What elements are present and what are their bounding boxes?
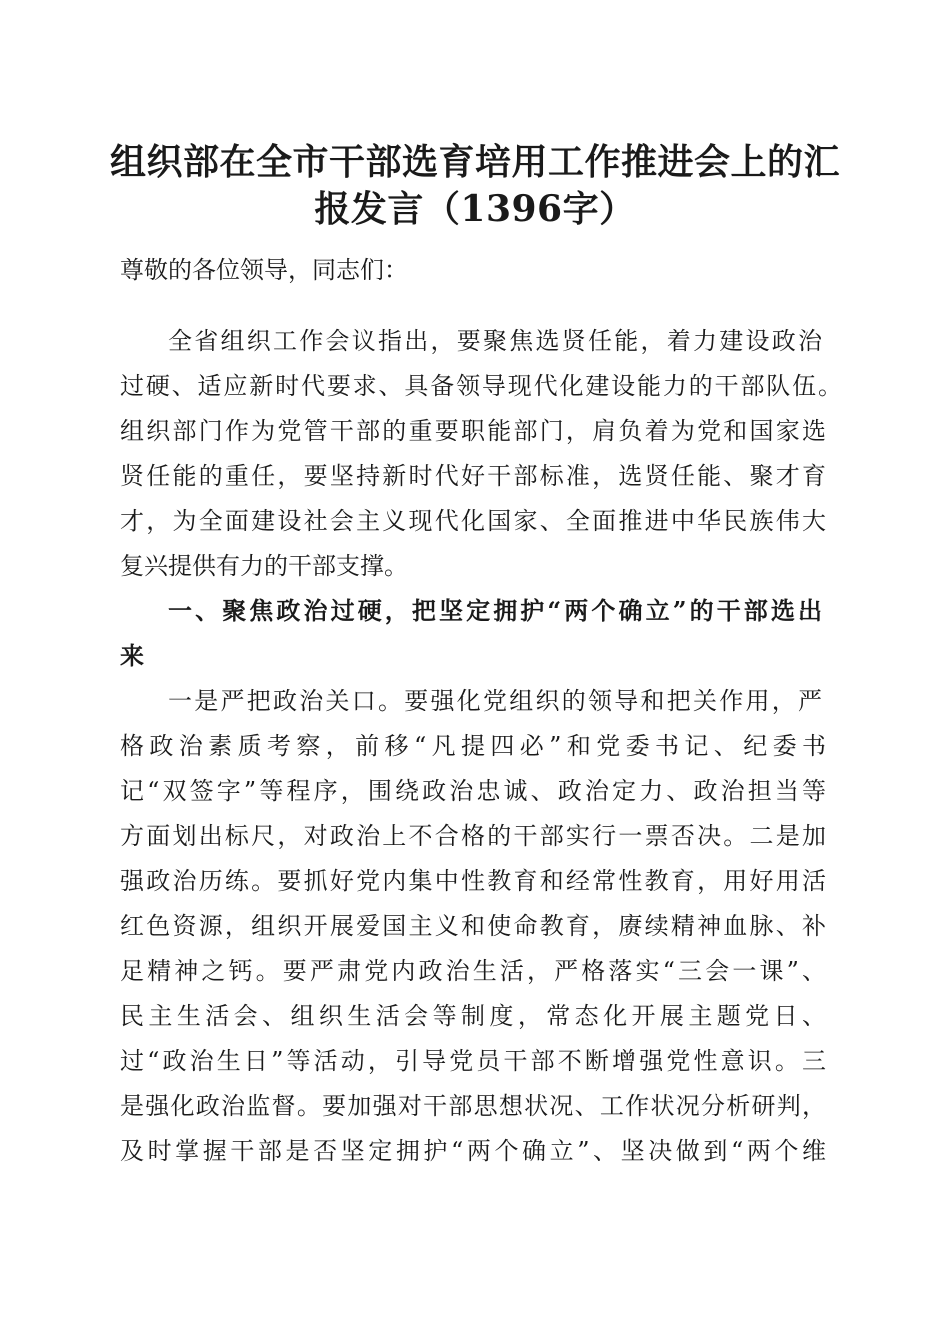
section-body-line: 红色资源，组织开展爱国主义和使命教育，赓续精神血脉、补 <box>120 912 826 940</box>
section-body-line: 是强化政治监督。要加强对干部思想状况、工作状况分析研判， <box>120 1092 826 1120</box>
section-body-line: 格政治素质考察，前移“凡提四必”和党委书记、纪委书 <box>120 732 826 760</box>
section-heading: 一、聚焦政治过硬，把坚定拥护“两个确立”的干部选出 <box>168 596 822 625</box>
intro-line: 组织部门作为党管干部的重要职能部门，肩负着为党和国家选 <box>120 417 826 445</box>
section-body-line: 一是严把政治关口。要强化党组织的领导和把关作用，严 <box>168 687 822 715</box>
document-title-line-1: 组织部在全市干部选育培用工作推进会上的汇 <box>109 141 840 183</box>
section-body-line: 过“政治生日”等活动，引导党员干部不断增强党性意识。三 <box>120 1047 826 1075</box>
document-title-line-2: 报发言（1396字） <box>314 188 636 230</box>
intro-line: 复兴提供有力的干部支撑。 <box>120 552 408 580</box>
intro-line: 贤任能的重任，要坚持新时代好干部标准，选贤任能、聚才育 <box>120 462 826 490</box>
intro-line: 全省组织工作会议指出，要聚焦选贤任能，着力建设政治 <box>168 327 822 355</box>
intro-line: 才，为全面建设社会主义现代化国家、全面推进中华民族伟大 <box>120 507 826 535</box>
section-heading: 来 <box>120 641 144 670</box>
greeting: 尊敬的各位领导，同志们： <box>120 256 408 284</box>
section-body-line: 足精神之钙。要严肃党内政治生活，严格落实“三会一课”、 <box>120 957 826 985</box>
section-body-line: 强政治历练。要抓好党内集中性教育和经常性教育，用好用活 <box>120 867 826 895</box>
section-body-line: 方面划出标尺，对政治上不合格的干部实行一票否决。二是加 <box>120 822 826 850</box>
section-body-line: 民主生活会、组织生活会等制度，常态化开展主题党日、 <box>120 1002 826 1030</box>
section-body-line: 记“双签字”等程序，围绕政治忠诚、政治定力、政治担当等 <box>120 777 826 805</box>
section-body-line: 及时掌握干部是否坚定拥护“两个确立”、坚决做到“两个维 <box>120 1137 826 1165</box>
intro-line: 过硬、适应新时代要求、具备领导现代化建设能力的干部队伍。 <box>120 372 842 400</box>
